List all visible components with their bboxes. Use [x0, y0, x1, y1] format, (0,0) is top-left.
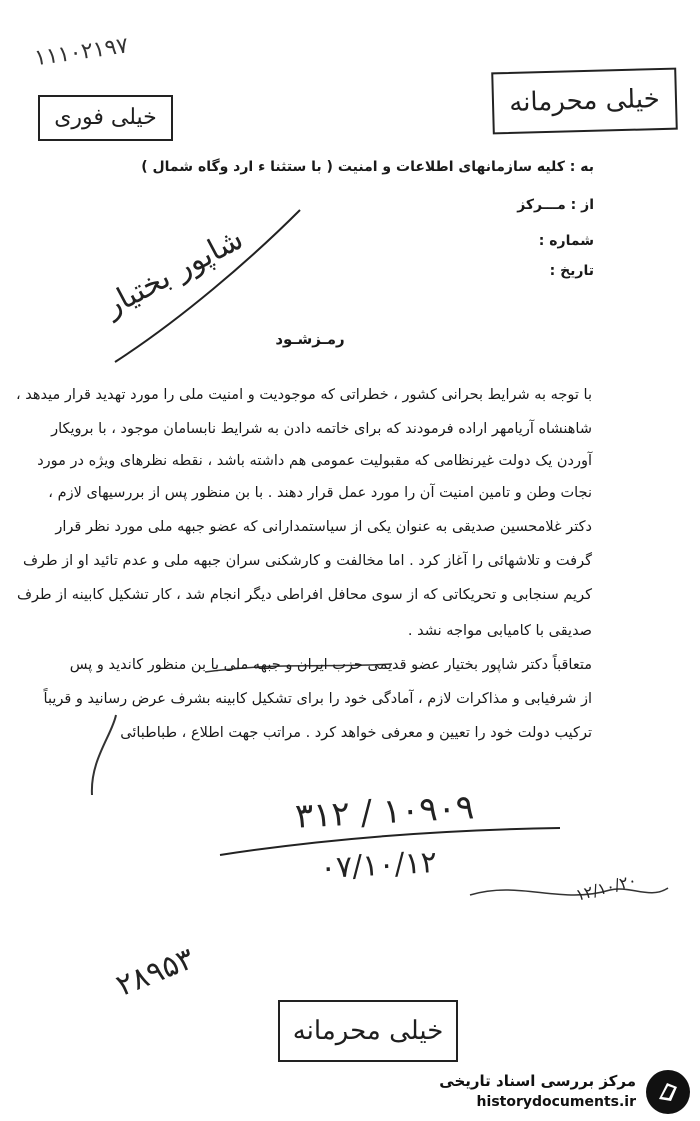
watermark — [420, 1068, 696, 1118]
body-line-1: با توجه به شرایط بحرانی کشور ، خطراتی که موجودیت و امنیت ملی را مورد تهدید قرار میدهد ، — [16, 387, 592, 403]
urgent-stamp-text: خیلی فوری — [54, 105, 157, 130]
confidential-stamp-bottom-text: خیلی محرمانه — [292, 1016, 444, 1046]
handwritten-signature: ۱۲/۱۰/۲۰ — [573, 870, 639, 905]
top-left-handwritten-number: ۱۱۱۰۲۱۹۷ — [32, 33, 130, 72]
urgent-stamp — [38, 95, 173, 141]
watermark-org: مرکز بررسی اسناد تاریخی — [439, 1072, 636, 1090]
body-line-4: نجات وطن و تامین امنیت آن را مورد عمل قرار دهند . با بن منظور پس از بررسیهای لازم ، — [48, 485, 592, 501]
body-line-8: صدیقی با کامیابی مواجه نشد . — [407, 623, 592, 639]
body-line-2: شاهنشاه آریامهر اراده فرمودند که برای خاتمه دادن به شرایط نابسامان موجود ، با برویکار — [51, 421, 592, 437]
memo-header — [141, 159, 594, 290]
header-number: شماره : — [538, 233, 594, 249]
confidential-stamp-bottom — [278, 1000, 458, 1062]
header-date: تاریخ : — [549, 263, 594, 279]
archive-logo-glyph — [653, 1077, 683, 1107]
body-line-10: از شرفیابی و مذاکرات لازم ، آمادگی خود را برای تشکیل کابینه بشرف عرض رسانید و قریباً — [43, 691, 592, 707]
handwritten-side-number: ۲۸۹۵۳ — [111, 941, 200, 1004]
confidential-stamp-top — [491, 68, 678, 135]
memo-title: رمـزشـود — [275, 330, 345, 348]
handwritten-ref-date: ۰۷/۱۰/۱۲ — [319, 844, 438, 887]
archive-logo-icon — [646, 1070, 690, 1114]
body-line-5: دکتر غلامحسین صدیقی به عنوان یکی از سیاستمدارانی که عضو جبهه ملی مورد نظر قرار — [55, 519, 592, 535]
watermark-url: historydocuments.ir — [476, 1094, 636, 1110]
body-line-3: آوردن یک دولت غیرنظامی که مقبولیت عمومی هم داشته باشد ، نقطه نظرهای ویژه در مورد — [37, 453, 592, 469]
body-line-11: ترکیب دولت خود را تعیین و معرفی خواهد کرد . مراتب جهت اطلاع ، طباطبائی — [120, 725, 592, 741]
handwritten-bakhtiar-note: شاپور بختیار — [98, 221, 249, 324]
body-line-7: کریم سنجابی و تحریکاتی که از سوی محافل افراطی دیگر انجام شد ، کار تشکیل کابینه از طرف — [16, 587, 592, 603]
handwritten-ref-number: ۳۱۲ / ۱۰۹۰۹ — [294, 787, 476, 837]
header-from: از : مـــرکز — [517, 197, 594, 213]
confidential-stamp-top-text: خیلی محرمانه — [508, 84, 661, 118]
body-line-9: متعاقباً دکتر شاپور بختیار عضو قدیمی حزب ایران و جبهه ملی با بن منظور کاندید و پس — [69, 657, 592, 673]
header-to: به : کلیه سازمانهای اطلاعات و امنیت ( با ستثنا ء ارد وگاه شمال ) — [141, 159, 594, 175]
memo-body — [16, 387, 592, 748]
body-line-6: گرفت و تلاشهائی را آغاز کرد . اما مخالفت و کارشکنی سران جبهه ملی و عدم تائید او از طرف — [22, 553, 592, 569]
signature-flourish — [470, 888, 668, 895]
